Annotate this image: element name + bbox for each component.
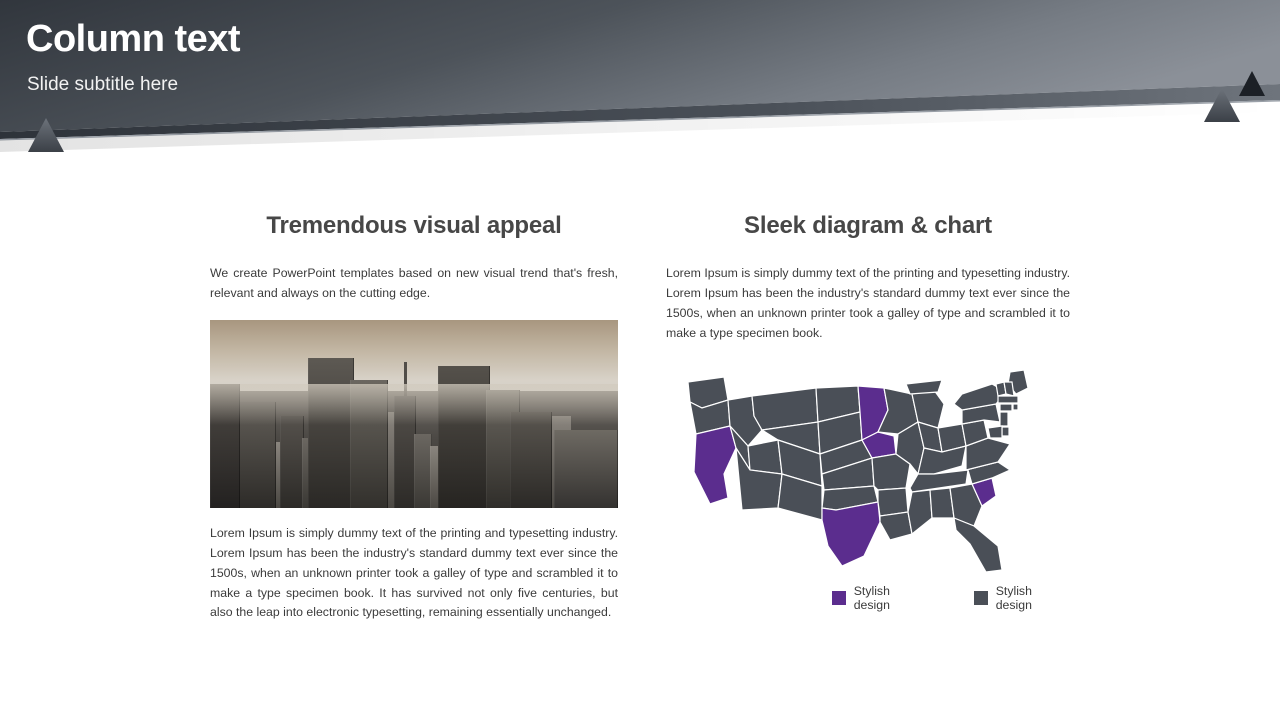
- state-delaware: [1002, 427, 1009, 436]
- state-louisiana: [880, 512, 912, 540]
- city-skyline-photo: [210, 320, 618, 508]
- state-massachusetts: [998, 396, 1018, 403]
- state-maryland: [988, 426, 1002, 438]
- right-column-heading: Sleek diagram & chart: [744, 212, 992, 239]
- united-states-map: [666, 370, 1070, 612]
- page-title: Column text: [26, 18, 241, 60]
- state-utah: [748, 440, 782, 474]
- us-map-svg: [666, 370, 1070, 585]
- state-arkansas: [878, 488, 908, 516]
- left-column-heading: Tremendous visual appeal: [266, 212, 562, 239]
- left-column: [210, 212, 618, 623]
- state-florida: [954, 518, 1002, 572]
- legend-swatch-purple: [832, 591, 846, 605]
- right-column-intro-text: Lorem Ipsum is simply dummy text of the printing and typesetting industry. Lorem Ipsum has been the industry's standard dummy text ever since the 1500s, when an unknown printer took a galley of type and scrambled it to make a type specimen book.: [666, 266, 1070, 340]
- map-legend: [832, 584, 1070, 612]
- state-new-hampshire: [1004, 382, 1014, 396]
- legend-item-purple: [832, 584, 928, 612]
- legend-swatch-gray: [974, 591, 988, 605]
- state-new-jersey: [1000, 412, 1008, 426]
- state-connecticut: [1000, 404, 1012, 411]
- state-california: [694, 426, 736, 504]
- state-mississippi: [908, 490, 932, 534]
- right-column: [666, 212, 1070, 612]
- left-column-body-text: Lorem Ipsum is simply dummy text of the printing and typesetting industry. Lorem Ipsum has been the industry's standard dummy text ever since the 1500s, when an unknown printer took a galley of type and scrambled it to make a type specimen book. It has survived not only five centuries, but also the leap into electronic typesetting, remaining essentially unchanged.: [210, 525, 618, 620]
- slide-header: [0, 0, 1280, 152]
- legend-label-purple: Stylish design: [853, 583, 890, 612]
- state-rhode-island: [1013, 404, 1018, 410]
- state-texas: [822, 502, 880, 566]
- state-michigan-up: [906, 380, 942, 394]
- legend-item-gray: [974, 584, 1070, 612]
- left-column-intro-text: We create PowerPoint templates based on new visual trend that's fresh, relevant and always on the cutting edge.: [210, 266, 618, 300]
- page-subtitle: Slide subtitle here: [27, 74, 179, 95]
- legend-label-gray: Stylish design: [995, 583, 1032, 612]
